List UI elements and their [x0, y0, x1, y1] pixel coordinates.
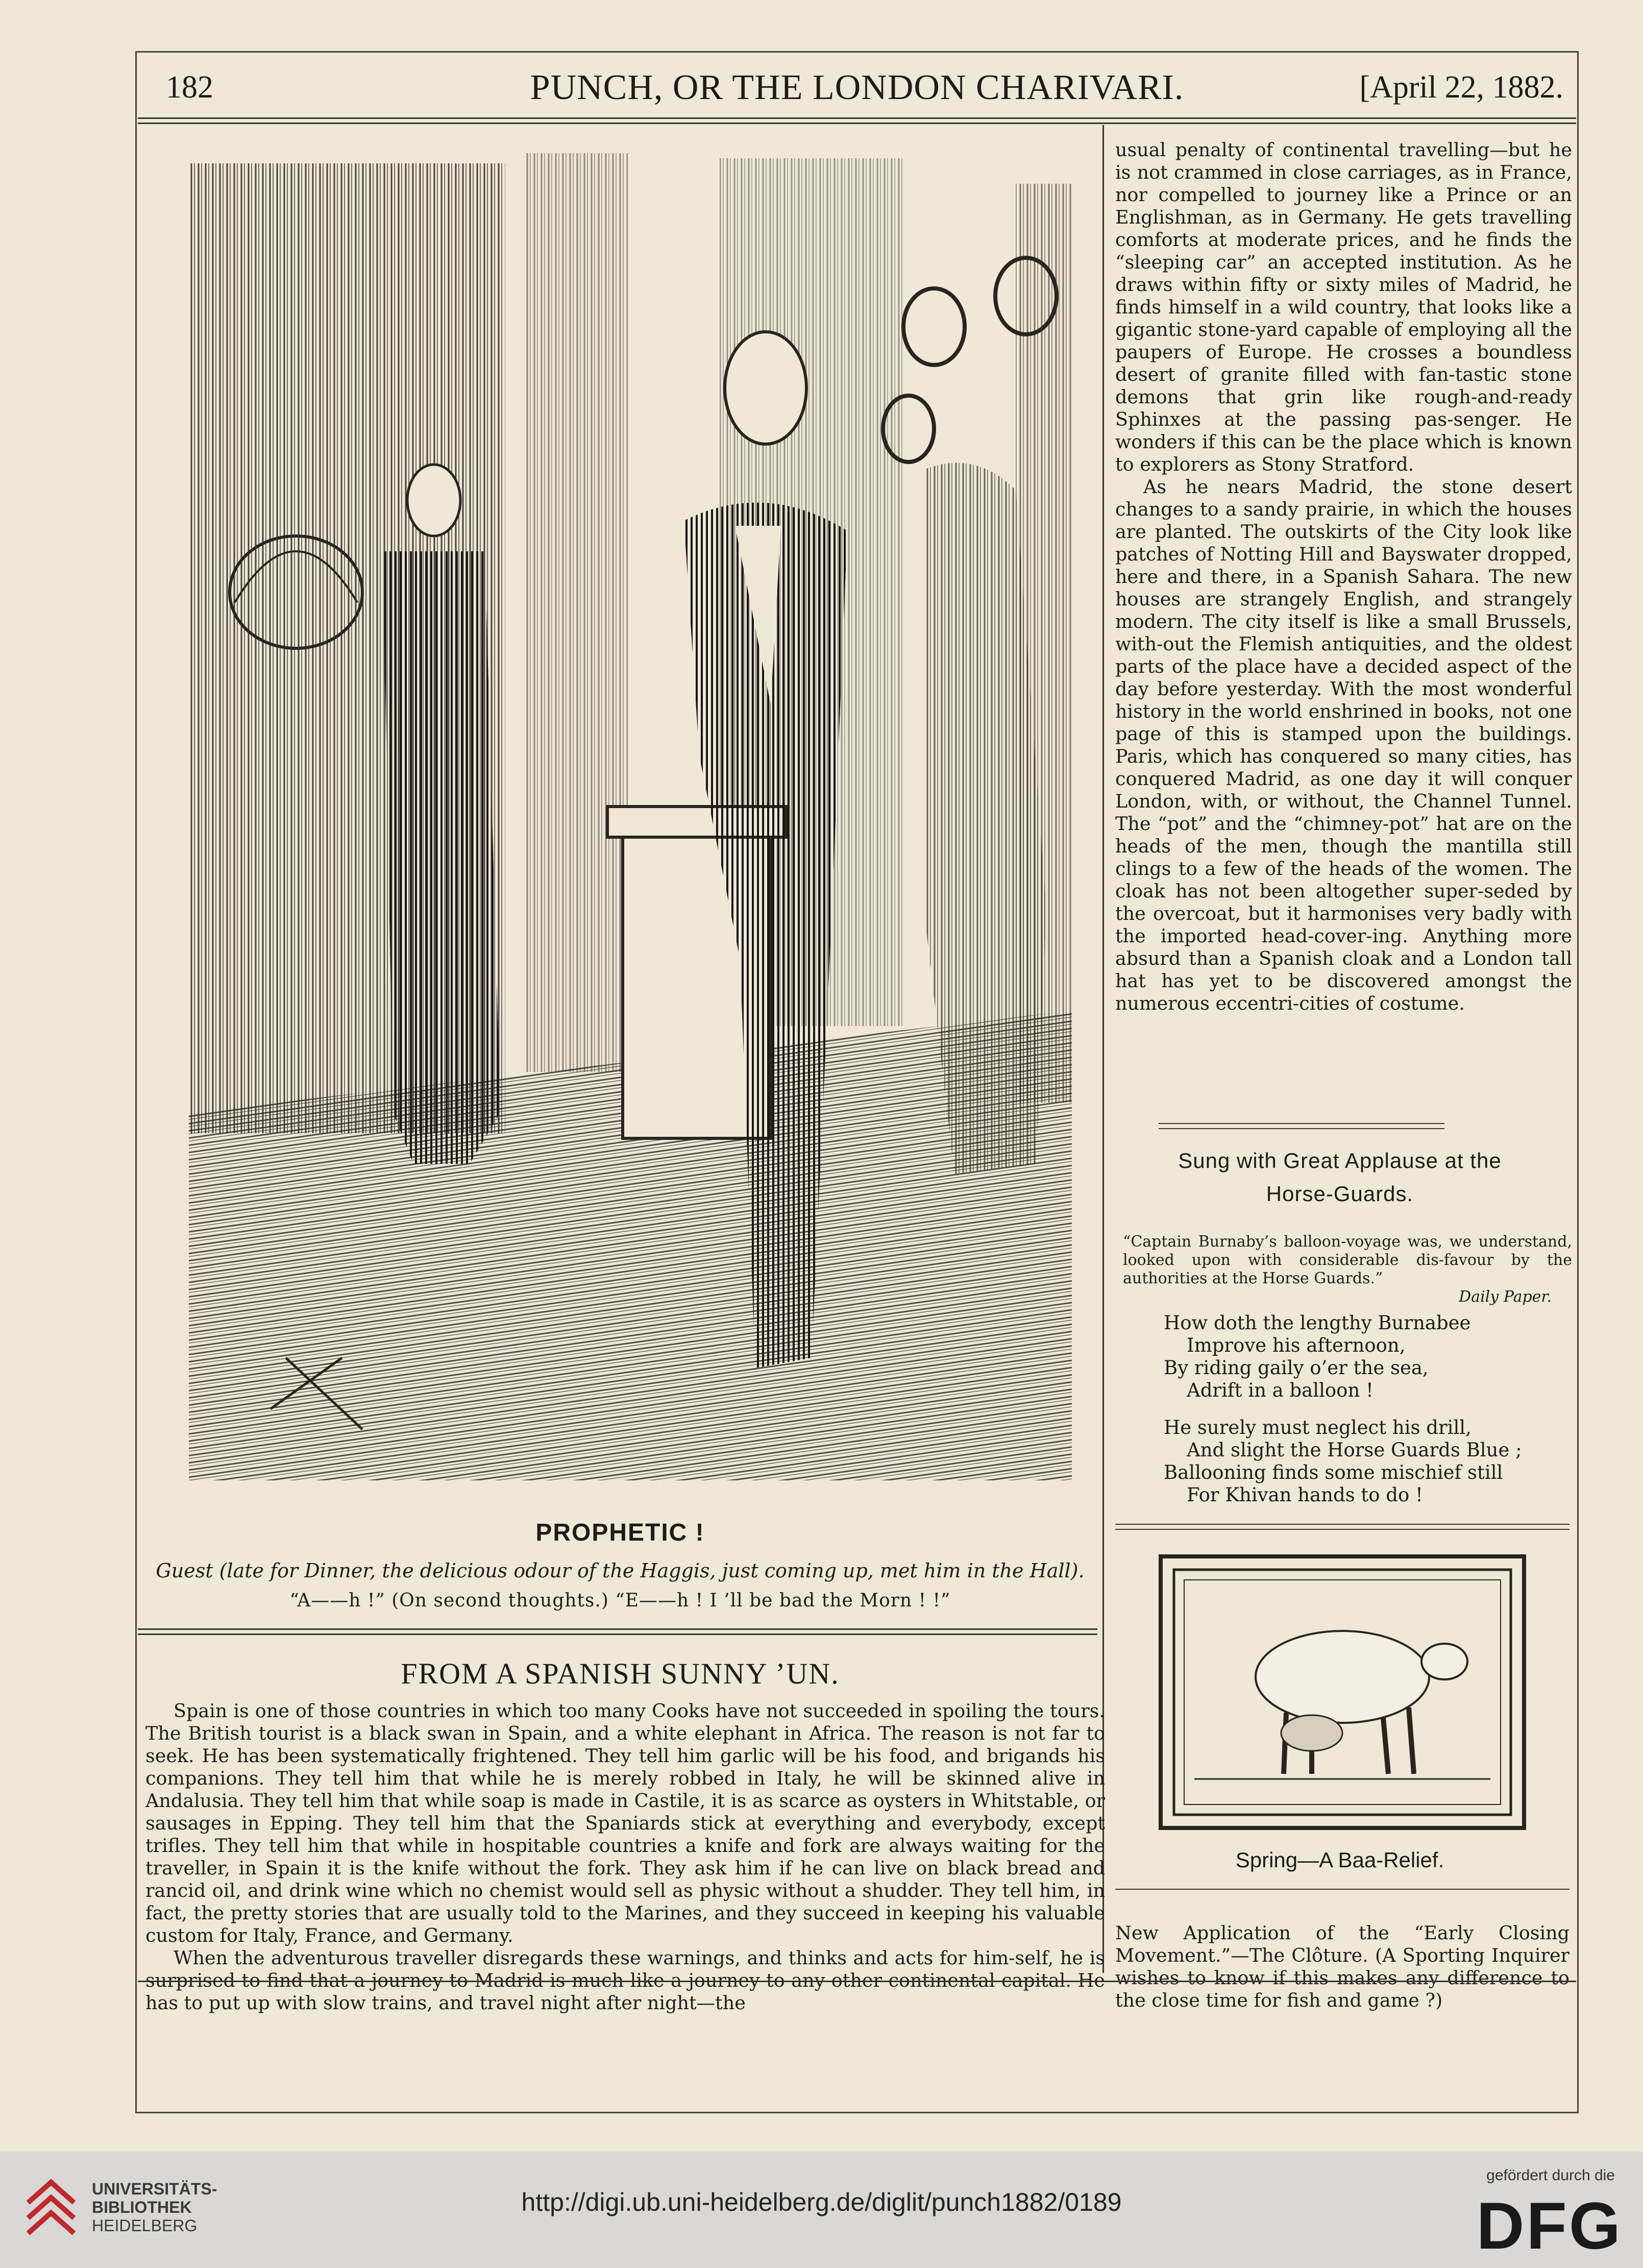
verse-line: And slight the Horse Guards Blue ;: [1187, 1439, 1522, 1461]
epigraph-source: Daily Paper.: [1459, 1288, 1552, 1306]
epigraph-text: “Captain Burnaby’s balloon-voyage was, we understand, looked upon with considerable dis-favour by the authorities at the Horse Guards.”: [1123, 1233, 1572, 1287]
article-title: FROM A SPANISH SUNNY ’UN.: [401, 1657, 840, 1690]
relief-rule-double: [1115, 1529, 1570, 1530]
cartoon-caption-line1: Guest (late for Dinner, the delicious odour of the Haggis, just coming up, met him in the Hall).: [156, 1559, 1085, 1582]
section-rule-double: [138, 1633, 1097, 1635]
cartoon-illustration: [168, 143, 1082, 1501]
article-left-column: [145, 1700, 1105, 2014]
verse-line: Adrift in a balloon !: [1187, 1379, 1374, 1401]
cartoon-title: PROPHETIC !: [535, 1519, 705, 1546]
song-stanza-1: [1164, 1312, 1562, 1402]
song-title-line1: Sung with Great Applause at the: [1178, 1149, 1502, 1173]
page-header: [138, 60, 1576, 121]
funded-by-label: gefördert durch die: [1486, 2167, 1615, 2184]
university-name-line: BIBLIOTHEK: [92, 2198, 192, 2216]
source-url-link[interactable]: http://digi.ub.uni-heidelberg.de/diglit/punch1882/0189: [521, 2188, 1122, 2216]
page-bottom-rule: [138, 1981, 1576, 1982]
verse-line: How doth the lengthy Burnabee: [1164, 1312, 1471, 1334]
verse-line: He surely must neglect his drill,: [1164, 1417, 1472, 1438]
article-paragraph: As he nears Madrid, the stone desert changes to a sandy prairie, in which the houses are planted. The outskirts of the City look like patches of Notting Hill and Bayswater dropped, here and there, in a Spanish Sahara. The new houses are strangely English, and strangely modern. The city itself is like a small Brussels, with-out the Flemish antiquities, and the oldest parts of the place have a decided aspect of the day before yesterday. With the most wonderful history in the world enshrined in books, not one page of this is stamped upon the buildings. Paris, which has conquered so many cities, has conquered Madrid, as one day it will conquer London, with, or without, the Channel Tunnel. The “pot” and the “chimney-pot” hat are on the heads of the men, though the mantilla still clings to a few of the heads of the women. The cloak has not been altogether super-seded by the overcoat, but it harmonises very badly with the imported head-cover-ing. Anything more absurd than a Spanish cloak and a London tall hat has yet to be discovered amongst the numerous eccentri-cities of costume.: [1115, 476, 1572, 1014]
song-stanza-2: [1164, 1417, 1562, 1506]
song-rule-double: [1159, 1128, 1444, 1129]
article-paragraph: When the adventurous traveller disregards these warnings, and thinks and acts for him-self, he is surprised to find that a journey to Madrid is much like a journey to any other continental capital. He has to put up with slow trains, and travel night after night—the: [145, 1947, 1105, 2014]
section-rule: [138, 1628, 1097, 1630]
song-epigraph: [1123, 1233, 1572, 1306]
verse-line: For Khivan hands to do !: [1187, 1484, 1423, 1506]
relief-rule: [1115, 1524, 1570, 1525]
footer-bar: [0, 2152, 1643, 2268]
verse-line: By riding gaily o’er the sea,: [1164, 1357, 1429, 1379]
university-name-line: HEIDELBERG: [92, 2216, 198, 2235]
relief-caption: Spring—A Baa-Relief.: [1235, 1848, 1444, 1872]
article-paragraph: Spain is one of those countries in which too many Cooks have not succeeded in spoiling the tours. The British tourist is a black swan in Spain, and a white elephant in Africa. The reason is not far to seek. He has been systematically frightened. They tell him garlic will be his food, and brigands his companions. They tell him that while he is merely robbed in Italy, he will be skinned alive in Andalusia. They tell him that while soap is made in Castile, it is as scarce as oysters in Whitstable, or sausages in Epping. They tell him that the Spaniards stick at everything and everybody, except trifles. They tell him that while in hospitable countries a knife and fork are always waiting for the traveller, in Spain it is the knife without the fork. They ask him if he can live on black bread and rancid oil, and drink wine which no chemist would sell as physic without a shudder. They tell him, in fact, the pretty stories that are usually told to the Marines, and they succeed in keeping his valuable custom for Italy, France, and Germany.: [145, 1700, 1105, 1946]
song-title-line2: Horse-Guards.: [1266, 1182, 1414, 1206]
sheep-relief-illustration: [1159, 1554, 1526, 1830]
song-rule: [1159, 1123, 1444, 1124]
column-divider: [1102, 125, 1104, 1973]
university-name-line: UNIVERSITÄTS-: [92, 2180, 217, 2198]
note-rule: [1115, 1889, 1570, 1890]
article-right-column: [1115, 139, 1572, 1015]
dfg-logo: DFG: [1476, 2188, 1623, 2263]
publication-title: PUNCH, OR THE LONDON CHARIVARI.: [530, 68, 1184, 107]
cartoon-caption-line2: “A——h !” (On second thoughts.) “E——h ! I ’ll be bad the Morn ! !”: [289, 1590, 951, 1611]
page-number: 182: [166, 70, 213, 105]
article-paragraph: usual penalty of continental travelling—but he is not crammed in close carriages, as in France, nor compelled to journey like a Prince or an Englishman, as in Germany. He gets travelling comforts at moderate prices, and he finds the “sleeping car” an accepted institution. As he draws within fifty or sixty miles of Madrid, he finds himself in a wild country, that looks like a gigantic stone-yard capable of employing all the paupers of Europe. He crosses a boundless desert of granite filled with fan-tastic stone demons that grin like rough-and-ready Sphinxes at the passing pas-senger. He wonders if this can be the place which is known to explorers as Stony Stratford.: [1115, 139, 1572, 475]
header-rule-double: [138, 123, 1576, 124]
early-closing-note: New Application of the “Early Closing Movement.”—The Clôture. (A Sporting Inquirer wishes to know if this makes any difference to the close time for fish and game ?): [1115, 1922, 1570, 2011]
verse-line: Ballooning finds some mischief still: [1164, 1461, 1503, 1483]
header-rule: [138, 117, 1576, 119]
verse-line: Improve his afternoon,: [1187, 1334, 1406, 1356]
issue-date: [April 22, 1882.: [1359, 70, 1563, 105]
